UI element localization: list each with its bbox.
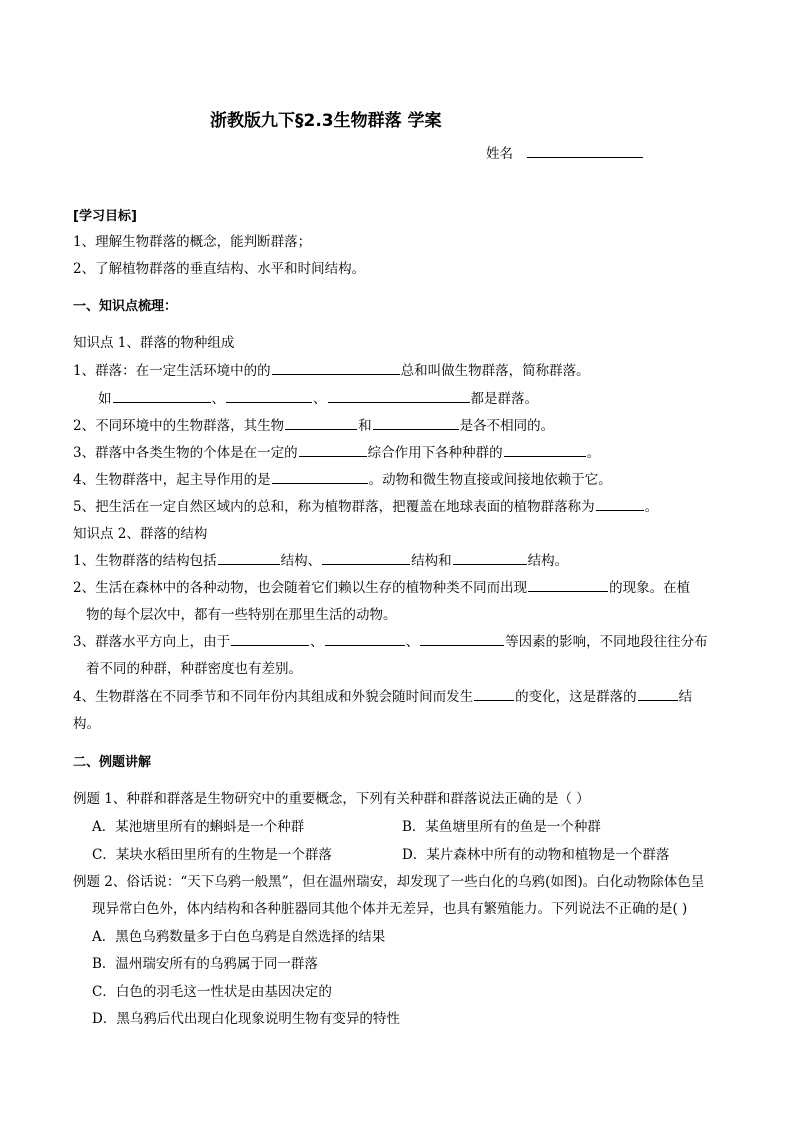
answer-blank[interactable] (299, 444, 367, 457)
text: 等因素的影响，不同地段往往分布 (505, 634, 708, 650)
ex1-option-b[interactable]: B．某鱼塘里所有的鱼是一个种群 (402, 819, 601, 835)
text: 是各不相同的。 (459, 418, 555, 434)
text: 1、群落：在一定生活环境中的的 (73, 363, 271, 379)
text: 和 (358, 418, 372, 434)
ex2-option-a[interactable]: A．黑色乌鸦数量多于白色乌鸦是自然选择的结果 (92, 929, 386, 945)
text: 综合作用下各种种群的 (367, 445, 503, 461)
answer-blank[interactable] (272, 471, 368, 484)
text: 。动物和微生物直接或间接地依赖于它。 (368, 472, 612, 488)
answer-blank[interactable] (285, 417, 357, 430)
text: 1、生物群落的结构包括 (73, 553, 217, 569)
kp1-heading: 知识点 1、群落的物种组成 (73, 335, 235, 351)
answer-blank[interactable] (373, 417, 459, 430)
kp2-q4-cont: 构。 (73, 716, 100, 732)
text: 结构、 (280, 553, 322, 569)
kp1-q1-examples (98, 390, 538, 408)
text: 3、群落中各类生物的个体是在一定的 (73, 445, 298, 461)
kp2-q1 (73, 552, 568, 570)
text: 、 (313, 391, 327, 407)
ex1-stem: 例题 1、种群和群落是生物研究中的重要概念，下列有关种群和群落说法正确的是（ ） (73, 791, 590, 807)
text: 总和叫做生物群落，简称群落。 (400, 363, 590, 379)
text: 的现象。在植 (609, 580, 691, 596)
name-field[interactable] (486, 145, 644, 163)
answer-blank[interactable] (226, 390, 312, 403)
name-label: 姓名 (486, 146, 513, 162)
text: 结构和 (411, 553, 452, 569)
text: 的变化，这是群落的 (515, 689, 637, 705)
answer-blank[interactable] (528, 579, 608, 592)
text: 。 (644, 499, 659, 515)
kp1-q4 (73, 471, 612, 489)
kp1-q2 (73, 417, 554, 435)
text: 4、生物群落中，起主导作用的是 (73, 472, 271, 488)
answer-blank[interactable] (231, 633, 309, 646)
ex1-option-c[interactable]: C．某块水稻田里所有的生物是一个群落 (92, 847, 332, 863)
answer-blank[interactable] (272, 362, 400, 375)
answer-blank[interactable] (474, 688, 514, 701)
answer-blank[interactable] (325, 633, 405, 646)
text: 结构。 (527, 553, 569, 569)
kp2-q3 (73, 633, 708, 651)
text: 结 (678, 689, 693, 705)
ex2-option-b[interactable]: B．温州瑞安所有的乌鸦属于同一群落 (92, 956, 318, 972)
ex2-option-d[interactable]: D．黑乌鸦后代出现白化现象说明生物有变异的特性 (92, 1011, 400, 1027)
text: 如 (98, 391, 112, 407)
kp1-q3 (73, 444, 600, 462)
answer-blank[interactable] (596, 498, 644, 511)
answer-blank[interactable] (113, 390, 211, 403)
ex1-option-d[interactable]: D．某片森林中所有的动物和植物是一个群落 (402, 847, 670, 863)
text: 、 (405, 634, 420, 650)
name-blank[interactable] (527, 145, 643, 158)
answer-blank[interactable] (420, 633, 504, 646)
text: 。 (586, 445, 601, 461)
text: 3、群落水平方向上，由于 (73, 634, 231, 650)
ex2-stem: 例题 2、俗话说：“天下乌鸦一般黑”，但在温州瑞安，却发现了一些白化的乌鸦(如图)。白化动物除体色呈 (73, 874, 705, 890)
ex1-option-a[interactable]: A．某池塘里所有的蝌蚪是一个种群 (92, 819, 305, 835)
objectives-heading: [学习目标] (73, 209, 137, 224)
objective-item: 2、了解植物群落的垂直结构、水平和时间结构。 (73, 261, 366, 277)
text: 都是群落。 (470, 391, 538, 407)
kp2-q3-cont: 着不同的种群，种群密度也有差别。 (86, 661, 302, 677)
kp2-heading: 知识点 2、群落的结构 (73, 526, 208, 542)
kp1-q1 (73, 362, 590, 380)
answer-blank[interactable] (638, 688, 678, 701)
kp2-q2 (73, 579, 690, 597)
text: 5、把生活在一定自然区域内的总和，称为植物群落，把覆盖在地球表面的植物群落称为 (73, 499, 595, 515)
kp2-q4 (73, 688, 692, 706)
ex2-option-c[interactable]: C．白色的羽毛这一性状是由基因决定的 (92, 984, 332, 1000)
kp1-q5 (73, 498, 658, 516)
kp2-q2-cont: 物的每个层次中，都有一些特别在那里生活的动物。 (86, 607, 397, 623)
text: 、 (211, 391, 225, 407)
answer-blank[interactable] (218, 552, 280, 565)
answer-blank[interactable] (504, 444, 586, 457)
section2-heading: 二、例题讲解 (73, 755, 152, 770)
answer-blank[interactable] (453, 552, 527, 565)
text: 2、不同环境中的生物群落，其生物 (73, 418, 285, 434)
text: 、 (310, 634, 324, 650)
page-title: 浙教版九下§2.3生物群落 学案 (210, 111, 442, 131)
answer-blank[interactable] (328, 390, 470, 403)
answer-blank[interactable] (322, 552, 410, 565)
ex2-stem-cont: 现异常白色外，体内结构和各种脏器同其他个体并无差异，也具有繁殖能力。下列说法不正确的是( ) (92, 901, 688, 917)
section1-heading: 一、知识点梳理： (73, 299, 178, 314)
text: 2、生活在森林中的各种动物，也会随着它们赖以生存的植物种类不同而出现 (73, 580, 528, 596)
text: 4、生物群落在不同季节和不同年份内其组成和外貌会随时间而发生 (73, 689, 474, 705)
objective-item: 1、理解生物群落的概念，能判断群落； (73, 234, 312, 250)
